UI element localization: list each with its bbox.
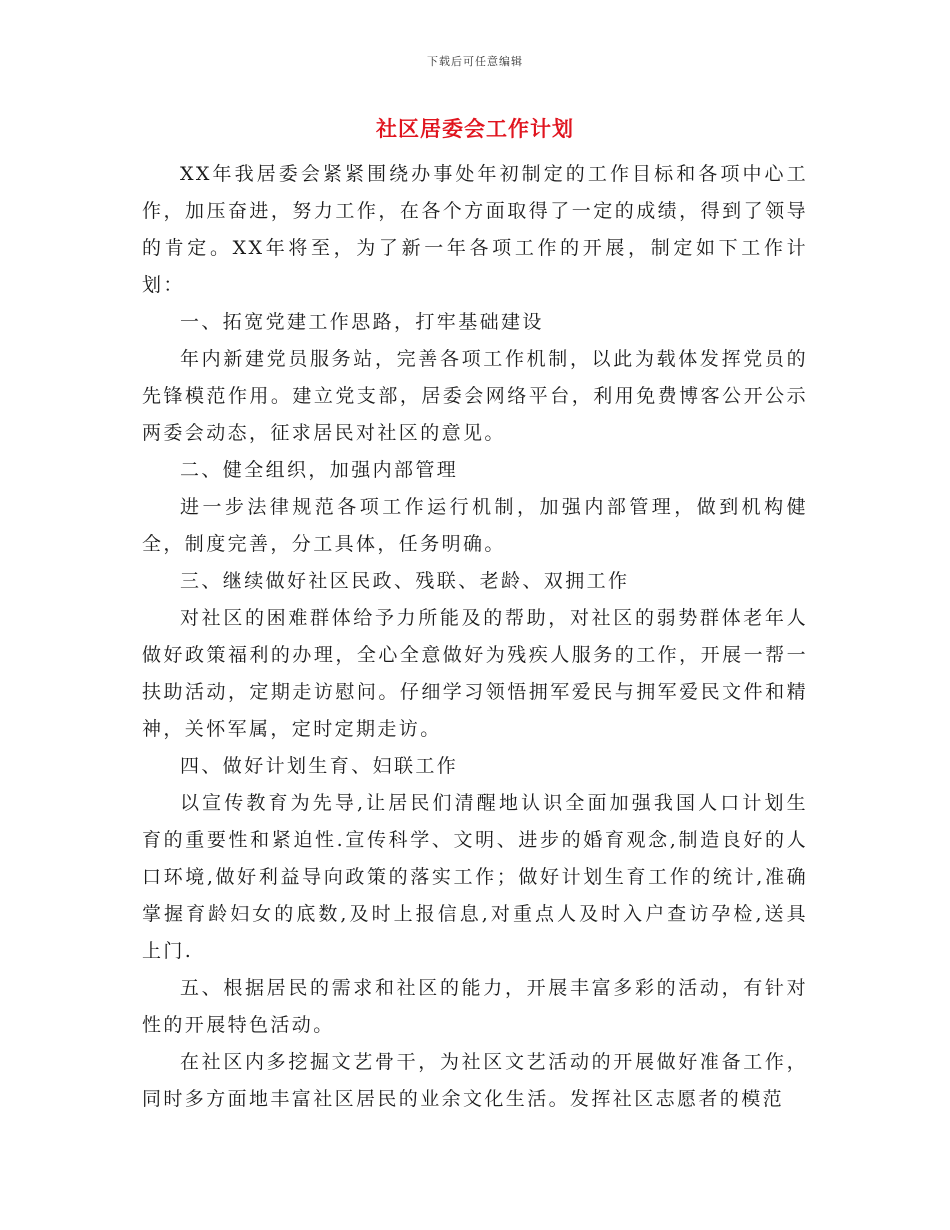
paragraph-section-1: 年内新建党员服务站，完善各项工作机制，以此为载体发挥党员的先锋模范作用。建立党支部，居委会网络平台，利用免费博客公开公示两委会动态，征求居民对社区的意见。 xyxy=(142,348,808,444)
section-heading-4: 四、做好计划生育、妇联工作 xyxy=(180,755,459,777)
paragraph-section-2: 进一步法律规范各项工作运行机制，加强内部管理，做到机构健全，制度完善，分工具体，任务明确。 xyxy=(142,496,808,555)
paragraph-section-5: 在社区内多挖掘文艺骨干，为社区文艺活动的开展做好准备工作，同时多方面地丰富社区居民的业余文化生活。发挥社区志愿者的模范 xyxy=(142,1051,808,1110)
section-heading-3: 三、继续做好社区民政、残联、老龄、双拥工作 xyxy=(180,570,630,592)
paragraph-section-4: 以宣传教育为先导,让居民们清醒地认识全面加强我国人口计划生育的重要性和紧迫性.宣传科学、文明、进步的婚育观念,制造良好的人口环境,做好利益导向政策的落实工作；做好计划生育工作的统计,准确掌握育龄妇女的底数,及时上报信息,对重点人及时入户查访孕检,送具上门. xyxy=(142,792,808,962)
document-title: 社区居委会工作计划 xyxy=(376,116,574,141)
document-body xyxy=(142,156,808,1118)
paragraph-intro: XX年我居委会紧紧围绕办事处年初制定的工作目标和各项中心工作，加压奋进，努力工作，在各个方面取得了一定的成绩，得到了领导的肯定。XX年将至，为了新一年各项工作的开展，制定如下工作计划： xyxy=(142,163,808,296)
section-heading-5: 五、根据居民的需求和社区的能力，开展丰富多彩的活动，有针对性的开展特色活动。 xyxy=(142,977,808,1036)
section-heading-1: 一、拓宽党建工作思路，打牢基础建设 xyxy=(180,311,544,333)
paragraph-section-3: 对社区的困难群体给予力所能及的帮助，对社区的弱势群体老年人做好政策福利的办理，全心全意做好为残疾人服务的工作，开展一帮一扶助活动，定期走访慰问。仔细学习领悟拥军爱民与拥军爱民文件和精神，关怀军属，定时定期走访。 xyxy=(142,607,808,740)
page-header-note: 下载后可任意编辑 xyxy=(427,55,523,68)
section-heading-2: 二、健全组织，加强内部管理 xyxy=(180,459,459,481)
